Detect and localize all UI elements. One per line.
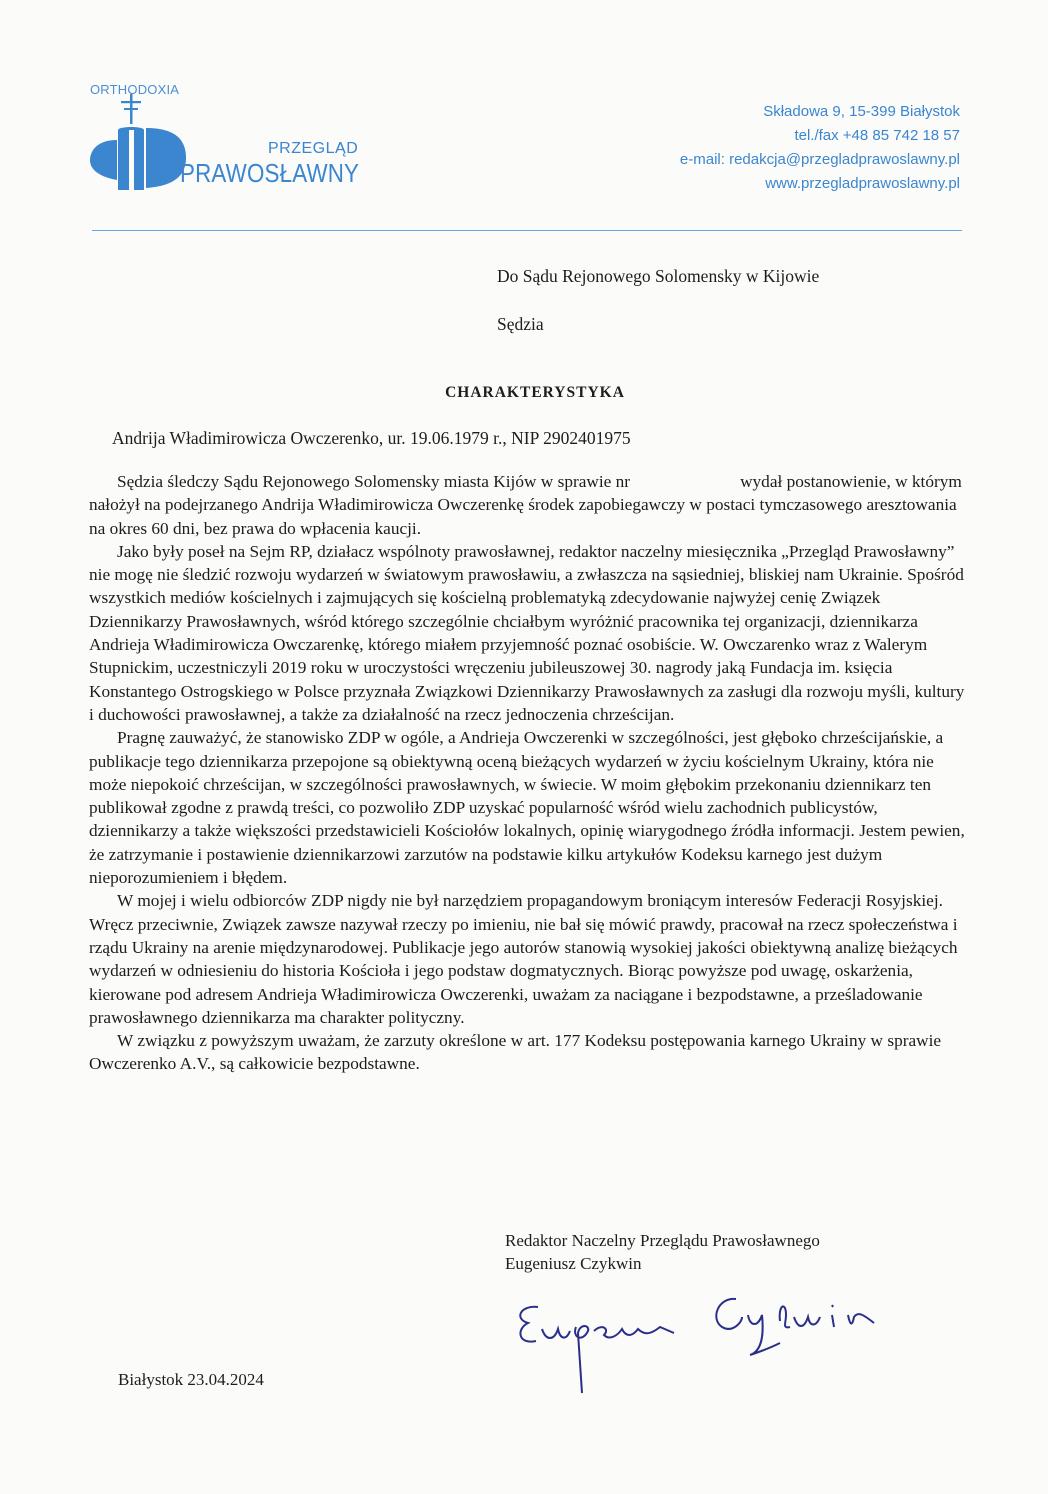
signatory-name: Eugeniusz Czykwin: [505, 1254, 642, 1273]
paragraph-2: Jako były poseł na Sejm RP, działacz wspólnoty prawosławnej, redaktor naczelny miesięcznika „Przegląd Prawosławny” nie mogę nie śledzić rozwoju wydarzeń w światowym prawosławiu, a zwłaszcza na sąsiedniej, bliskiej nam Ukrainie. Spośród wszystkich mediów kościelnych i zajmujących się kościelną problematyką zdecydowanie najwyżej cenię Związek Dziennikarzy Prawosławnych, wśród którego szczególnie chciałbym wyróżnić pracownika tej organizacji, dziennikarza Andrieja Władimirowicza Owczarenkę, którego miałem przyjemność poznać osobiście. W. Owczarenko wraz z Walerym Stupnickim, uczestniczyli 2019 roku w uroczystości wręczeniu jubileuszowej 30. nagrody jaką Fundacja im. księcia Konstantego Ostrogskiego w Polsce przyznała Związkowi Dziennikarzy Prawosławnych za zasługi dla rozwoju myśli, kultury i duchowości prawosławnej, a także za działalność na rzecz jednoczenia chrześcijan.: [89, 541, 965, 724]
logo-prawoslawny: PRAWOSŁAWNY: [180, 158, 360, 188]
letter-body: [89, 470, 969, 1076]
paragraph-1: Sędzia śledczy Sądu Rejonowego Solomensky miasta Kijów w sprawie nr wydał postanowienie, w którym nałożył na podejrzanego Andrija Władimirowicza Owczerenkę środek zapobiegawczy w postaci tymczasowego aresztowania na okres 60 dni, bez prawa do wpłacenia kaucji.: [89, 472, 962, 538]
paragraph-4: W mojej i wielu odbiorców ZDP nigdy nie był narzędziem propagandowym broniącym interesów Federacji Rosyjskiej. Wręcz przeciwnie, Związek zawsze nazywał rzeczy po imieniu, nie bał się mówić prawdy, pracował na rzecz społeczeństwa i rządu Ukrainy na arenie międzynarodowej. Publikacje jego autorów stanowią wysokiej jakości obiektywną analizę bieżących wydarzeń w odniesieniu do historia Kościoła i jego podstaw dogmatycznych. Biorąc powyższe pod uwagę, oskarżenia, kierowane pod adresem Andrieja Władimirowicza Owczerenki, uważam za naciągane i bezpodstawne, a prześladowanie prawosławnego dziennikarza ma charakter polityczny.: [89, 891, 958, 1027]
addressee: Do Sądu Rejonowego Solomensky w Kijowie: [497, 266, 820, 286]
place-and-date: Białystok 23.04.2024: [118, 1370, 264, 1389]
contact-phone: tel./fax +48 85 742 18 57: [794, 127, 960, 144]
logo-org-name: ORTHODOXIA: [90, 82, 180, 97]
signatory-block: [505, 1229, 820, 1275]
judge-line: Sędzia: [497, 314, 544, 334]
handwritten-signature: [510, 1285, 890, 1395]
subject-line: Andrija Władimirowicza Owczerenko, ur. 19.06.1979 r., NIP 2902401975: [112, 428, 631, 448]
signatory-role: Redaktor Naczelny Przeglądu Prawosławnego: [505, 1231, 820, 1250]
publisher-logo: [88, 80, 378, 200]
contact-email: e-mail: redakcja@przegladprawoslawny.pl: [679, 151, 960, 168]
contact-address: Składowa 9, 15-399 Białystok: [763, 103, 960, 120]
header-divider: [92, 230, 962, 231]
logo-przeglad: PRZEGLĄD: [268, 140, 359, 157]
paragraph-3: Pragnę zauważyć, że stanowisko ZDP w ogóle, a Andrieja Owczerenki w szczególności, jest głęboko chrześcijańskie, a publikacje tego dziennikarza przepojone są obiektywną oceną bieżących wydarzeń w życiu kościelnym Ukrainy, która nie może niepokoić chrześcijan, w szczególności prawosławnych, w świecie. W moim głębokim przekonaniu dziennikarz ten publikował zgodne z prawdą treści, co pozwoliło ZDP uzyskać popularność wśród wielu zachodnich publicystów, dziennikarzy a także większości przedstawicieli Kościołów lokalnych, opinię wiarygodnego źródła informacji. Jestem pewien, że zatrzymanie i postawienie dziennikarzowi zarzutów na podstawie kilku artykułów Kodeksu karnego jest dużym nieporozumieniem i błędem.: [89, 728, 965, 888]
contact-website: www.przegladprawoslawny.pl: [765, 175, 960, 192]
document-title: CHARAKTERYSTYKA: [445, 384, 625, 401]
paragraph-5: W związku z powyższym uważam, że zarzuty określone w art. 177 Kodeksu postępowania karnego Ukrainy w sprawie Owczerenko A.V., są całkowicie bezpodstawne.: [89, 1031, 942, 1074]
contact-info: [680, 100, 960, 196]
